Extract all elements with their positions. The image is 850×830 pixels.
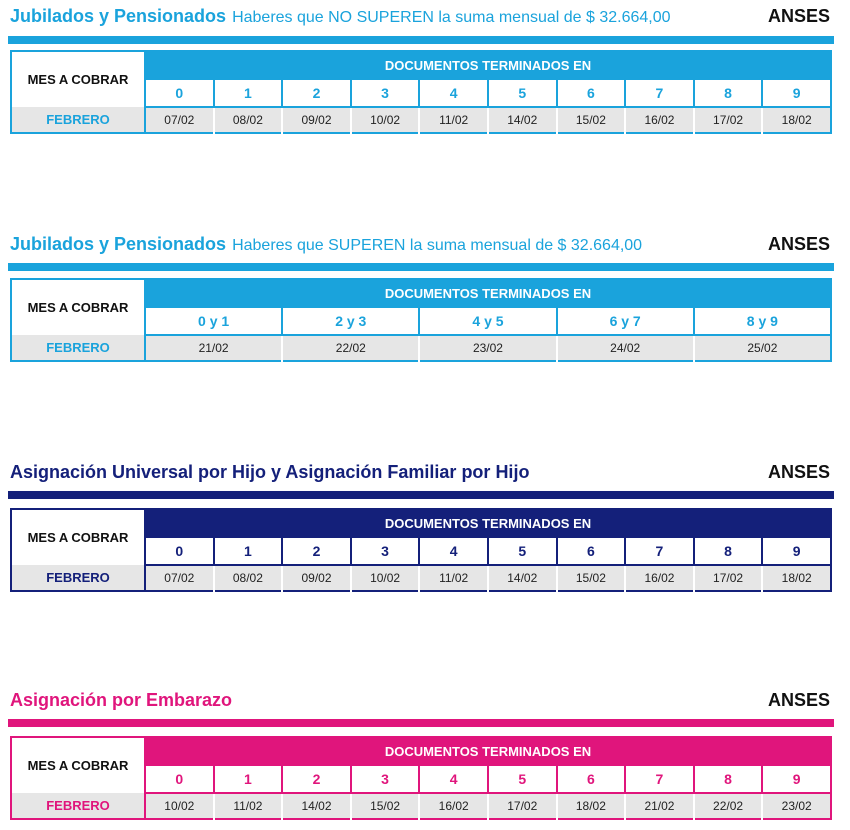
section-subtitle: Haberes que NO SUPEREN la suma mensual de $ 32.664,00 — [232, 9, 671, 26]
schedule-table — [10, 278, 832, 362]
document-digit-cell: 0 y 1 — [145, 307, 282, 335]
payment-date-cell: 11/02 — [419, 565, 488, 591]
section-title-text: Asignación por Embarazo — [10, 690, 233, 710]
payment-date-cell: 11/02 — [419, 107, 488, 133]
payment-date-cell: 22/02 — [282, 335, 419, 361]
section-rule — [8, 36, 834, 44]
payment-date-cell: 16/02 — [625, 565, 694, 591]
document-digit-cell: 6 — [557, 765, 626, 793]
dates-row — [11, 107, 831, 133]
section-title-text: Asignación Universal por Hijo y Asignación Familiar por Hijo — [10, 462, 530, 482]
payment-date-cell: 18/02 — [762, 107, 831, 133]
section-title — [10, 6, 671, 27]
payment-date-cell: 10/02 — [351, 107, 420, 133]
document-digit-cell: 1 — [214, 79, 283, 107]
payment-date-cell: 24/02 — [557, 335, 694, 361]
payment-date-cell: 21/02 — [625, 793, 694, 819]
payment-date-cell: 21/02 — [145, 335, 282, 361]
payment-date-cell: 08/02 — [214, 107, 283, 133]
document-digit-cell: 3 — [351, 79, 420, 107]
anses-brand: ANSES — [767, 690, 830, 710]
document-digit-cell: 9 — [762, 765, 831, 793]
payment-date-cell: 10/02 — [145, 793, 214, 819]
month-label: FEBRERO — [11, 565, 145, 591]
document-digit-cell: 7 — [625, 765, 694, 793]
month-label: FEBRERO — [11, 335, 145, 361]
document-digit-cell: 8 — [694, 765, 763, 793]
schedule-section — [8, 458, 834, 590]
section-title-row — [8, 458, 834, 486]
dates-row — [11, 793, 831, 819]
document-digit-cell: 3 — [351, 537, 420, 565]
document-digit-cell: 0 — [145, 79, 214, 107]
section-title-text: Jubilados y Pensionados — [10, 234, 227, 254]
document-digit-cell: 2 y 3 — [282, 307, 419, 335]
schedule-section — [8, 686, 834, 818]
payment-date-cell: 07/02 — [145, 565, 214, 591]
document-digit-cell: 1 — [214, 537, 283, 565]
payment-date-cell: 14/02 — [488, 565, 557, 591]
month-label: FEBRERO — [11, 107, 145, 133]
payment-date-cell: 18/02 — [762, 565, 831, 591]
schedule-table — [10, 736, 832, 820]
document-digit-cell: 7 — [625, 537, 694, 565]
anses-brand: ANSES — [767, 462, 830, 482]
document-digit-cell: 6 y 7 — [557, 307, 694, 335]
document-digit-cell: 5 — [488, 537, 557, 565]
document-digit-cell: 8 y 9 — [694, 307, 831, 335]
section-rule — [8, 491, 834, 499]
section-title — [10, 234, 642, 255]
section-title-row — [8, 2, 834, 30]
document-digit-cell: 2 — [282, 765, 351, 793]
documentos-header: DOCUMENTOS TERMINADOS EN — [145, 279, 831, 307]
documentos-header: DOCUMENTOS TERMINADOS EN — [145, 737, 831, 765]
document-digit-cell: 5 — [488, 765, 557, 793]
document-digit-cell: 8 — [694, 537, 763, 565]
mes-a-cobrar-label: MES A COBRAR — [11, 279, 145, 335]
month-label: FEBRERO — [11, 793, 145, 819]
document-digit-cell: 8 — [694, 79, 763, 107]
payment-date-cell: 09/02 — [282, 107, 351, 133]
document-digit-cell: 2 — [282, 79, 351, 107]
anses-brand: ANSES — [767, 234, 830, 254]
payment-date-cell: 22/02 — [694, 793, 763, 819]
document-digit-cell: 9 — [762, 79, 831, 107]
payment-date-cell: 07/02 — [145, 107, 214, 133]
payment-date-cell: 08/02 — [214, 565, 283, 591]
payment-date-cell: 16/02 — [419, 793, 488, 819]
document-digit-cell: 4 — [419, 765, 488, 793]
document-digit-cell: 4 — [419, 79, 488, 107]
payment-date-cell: 23/02 — [762, 793, 831, 819]
document-digit-cell: 6 — [557, 537, 626, 565]
payment-date-cell: 18/02 — [557, 793, 626, 819]
documentos-header: DOCUMENTOS TERMINADOS EN — [145, 509, 831, 537]
document-digit-cell: 4 — [419, 537, 488, 565]
document-digit-cell: 0 — [145, 765, 214, 793]
payment-date-cell: 25/02 — [694, 335, 831, 361]
mes-a-cobrar-label: MES A COBRAR — [11, 737, 145, 793]
payment-date-cell: 11/02 — [214, 793, 283, 819]
section-title-text: Jubilados y Pensionados — [10, 6, 227, 26]
payment-date-cell: 23/02 — [419, 335, 556, 361]
document-digit-cell: 7 — [625, 79, 694, 107]
payment-date-cell: 14/02 — [282, 793, 351, 819]
payment-date-cell: 16/02 — [625, 107, 694, 133]
anses-brand: ANSES — [767, 6, 830, 26]
payment-date-cell: 15/02 — [557, 565, 626, 591]
payment-date-cell: 14/02 — [488, 107, 557, 133]
dates-row — [11, 335, 831, 361]
payment-date-cell: 17/02 — [488, 793, 557, 819]
schedule-table — [10, 508, 832, 592]
payment-date-cell: 15/02 — [557, 107, 626, 133]
document-digit-cell: 6 — [557, 79, 626, 107]
document-digit-cell: 3 — [351, 765, 420, 793]
section-title-row — [8, 230, 834, 258]
mes-a-cobrar-label: MES A COBRAR — [11, 51, 145, 107]
documentos-header: DOCUMENTOS TERMINADOS EN — [145, 51, 831, 79]
schedule-section — [8, 230, 834, 362]
mes-a-cobrar-label: MES A COBRAR — [11, 509, 145, 565]
payment-date-cell: 17/02 — [694, 107, 763, 133]
section-rule — [8, 719, 834, 727]
payment-date-cell: 10/02 — [351, 565, 420, 591]
document-digit-cell: 0 — [145, 537, 214, 565]
document-digit-cell: 5 — [488, 79, 557, 107]
section-subtitle: Haberes que SUPEREN la suma mensual de $ 32.664,00 — [232, 237, 643, 254]
document-digit-cell: 4 y 5 — [419, 307, 556, 335]
payment-date-cell: 15/02 — [351, 793, 420, 819]
document-digit-cell: 2 — [282, 537, 351, 565]
dates-row — [11, 565, 831, 591]
section-rule — [8, 263, 834, 271]
payment-date-cell: 09/02 — [282, 565, 351, 591]
section-title — [10, 462, 535, 483]
document-digit-cell: 9 — [762, 537, 831, 565]
schedule-table — [10, 50, 832, 134]
document-digit-cell: 1 — [214, 765, 283, 793]
section-title-row — [8, 686, 834, 714]
schedule-section — [8, 2, 834, 134]
payment-date-cell: 17/02 — [694, 565, 763, 591]
section-title — [10, 690, 238, 711]
